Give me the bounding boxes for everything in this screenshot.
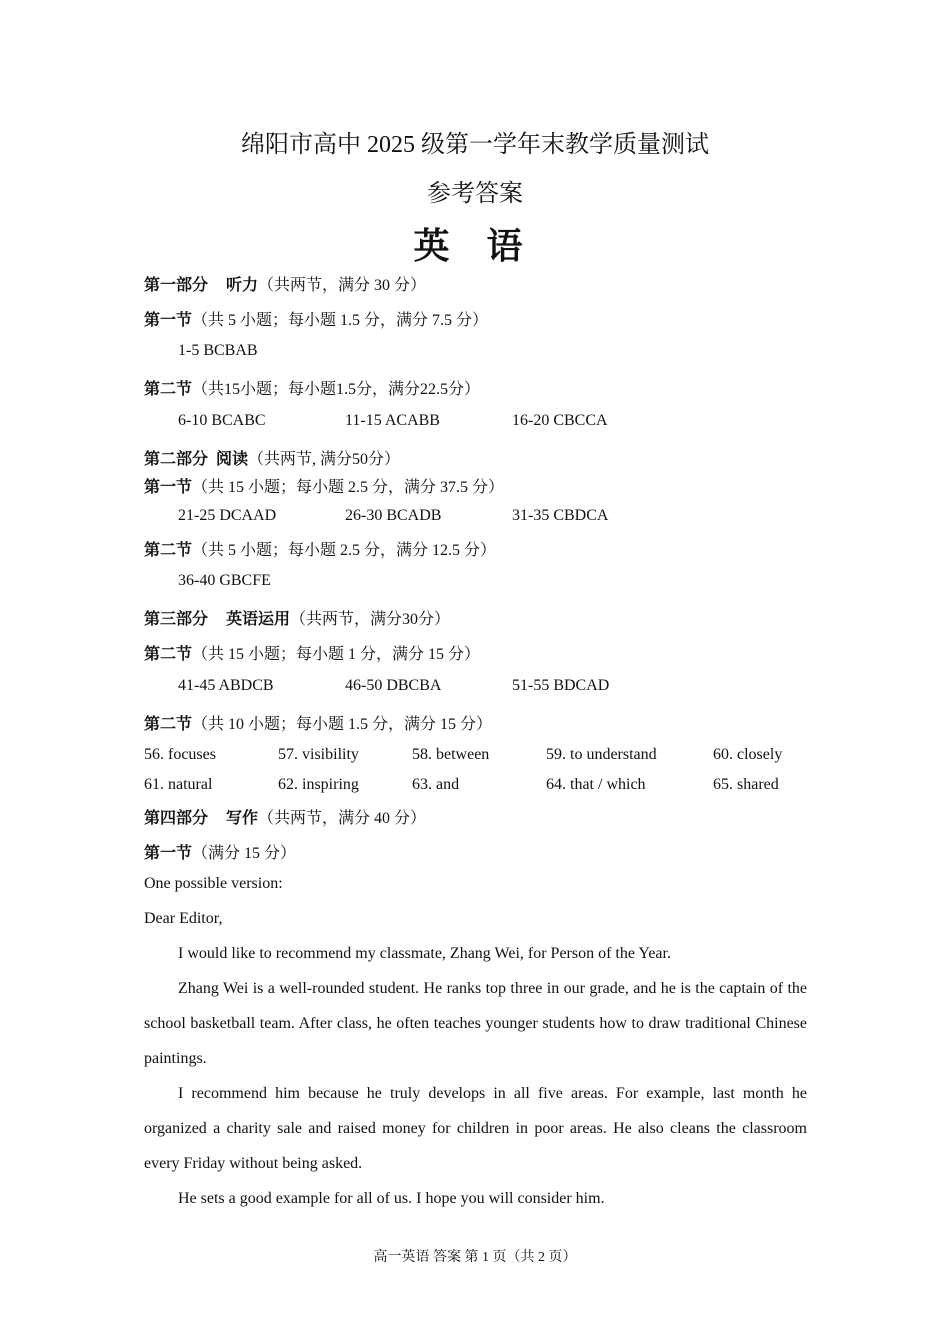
part2-sec2-label: 第二节	[144, 542, 193, 559]
possible-version-label: One possible version:	[144, 875, 283, 892]
part3-title: 英语运用	[226, 611, 291, 628]
part3-note: （共两节，满分30分）	[290, 611, 451, 628]
fill-answer: 62. inspiring	[278, 776, 359, 793]
part3-heading	[144, 606, 450, 629]
letter-paragraph: Zhang Wei is a well-rounded student. He ranks top three in our grade, and he is the captain of the school basketball team. After class, he often teaches younger students how to draw traditional Chinese paintings.	[144, 980, 807, 1067]
part1-heading	[144, 272, 426, 295]
fill-answer: 63. and	[412, 776, 460, 793]
part2-label: 第二部分	[144, 451, 209, 468]
answer-group: 51-55 BDCAD	[512, 677, 610, 694]
page-footer: 高一英语 答案 第 1 页（共 2 页）	[373, 1250, 577, 1265]
part3-label: 第三部分	[144, 611, 209, 628]
subject-heading: 英 语	[413, 226, 537, 266]
answer-group: 46-50 DBCBA	[345, 677, 442, 694]
part3-sec2-label: 第二节	[144, 716, 193, 733]
part1-sec2-label: 第二节	[144, 381, 193, 398]
part1-label: 第一部分	[144, 277, 209, 294]
letter-paragraph: I recommend him because he truly develops in all five areas. For example, last month he organized a charity sale and raised money for children in poor areas. He also cleans the classroom every Friday without being asked.	[144, 1085, 807, 1172]
part1-sec2-note: （共15小题；每小题1.5分，满分22.5分）	[192, 381, 481, 398]
part4-sec1-note: （满分 15 分）	[192, 845, 297, 862]
part4-heading	[144, 805, 426, 828]
part3-sec2-heading	[144, 711, 492, 734]
fill-answer: 58. between	[412, 746, 490, 763]
part2-sec1-label: 第一节	[144, 479, 193, 496]
fill-answer: 57. visibility	[278, 746, 359, 763]
part2-sec2-note: （共 5 小题；每小题 2.5 分，满分 12.5 分）	[192, 542, 497, 559]
part1-sec2-heading	[144, 376, 480, 399]
answer-group: 6-10 BCABC	[178, 412, 266, 429]
part3-sec1-note: （共 15 小题；每小题 1 分，满分 15 分）	[192, 646, 481, 663]
part2-sec2-heading	[144, 537, 496, 560]
document-title: 绵阳市高中 2025 级第一学年末教学质量测试	[241, 132, 709, 158]
part1-title: 听力	[226, 277, 259, 294]
part1-note: （共两节，满分 30 分）	[258, 277, 427, 294]
part1-sec1-heading	[144, 307, 488, 330]
part3-sec2-note: （共 10 小题；每小题 1.5 分，满分 15 分）	[192, 716, 493, 733]
letter-greeting: Dear Editor,	[144, 910, 223, 927]
answer-group: 1-5 BCBAB	[178, 342, 258, 359]
part3-sec1-heading	[144, 641, 480, 664]
part4-sec1-label: 第一节	[144, 845, 193, 862]
fill-answer: 59. to understand	[546, 746, 657, 763]
part4-title: 写作	[226, 810, 259, 827]
answer-group: 11-15 ACABB	[345, 412, 440, 429]
answer-group: 36-40 GBCFE	[178, 572, 271, 589]
fill-answer: 61. natural	[144, 776, 213, 793]
part4-label: 第四部分	[144, 810, 209, 827]
part1-sec1-label: 第一节	[144, 312, 193, 329]
fill-answer: 65. shared	[713, 776, 779, 793]
answer-group: 31-35 CBDCA	[512, 507, 609, 524]
part2-note: （共两节, 满分50分）	[248, 451, 401, 468]
fill-answer: 56. focuses	[144, 746, 216, 763]
part1-sec1-note: （共 5 小题；每小题 1.5 分，满分 7.5 分）	[192, 312, 489, 329]
part2-sec1-heading	[144, 474, 504, 497]
part4-sec1-heading	[144, 840, 296, 863]
part2-sec1-note: （共 15 小题；每小题 2.5 分，满分 37.5 分）	[192, 479, 505, 496]
letter-paragraph: I would like to recommend my classmate, Zhang Wei, for Person of the Year.	[178, 945, 671, 962]
letter-paragraph: He sets a good example for all of us. I hope you will consider him.	[178, 1190, 605, 1207]
document-subtitle: 参考答案	[427, 181, 523, 207]
part2-heading	[144, 446, 400, 469]
answer-group: 41-45 ABDCB	[178, 677, 274, 694]
fill-answer: 64. that / which	[546, 776, 646, 793]
part3-sec1-label: 第二节	[144, 646, 193, 663]
fill-answer: 60. closely	[713, 746, 783, 763]
part2-title: 阅读	[216, 451, 249, 468]
part4-note: （共两节，满分 40 分）	[258, 810, 427, 827]
answer-group: 16-20 CBCCA	[512, 412, 608, 429]
answer-group: 26-30 BCADB	[345, 507, 442, 524]
answer-group: 21-25 DCAAD	[178, 507, 277, 524]
